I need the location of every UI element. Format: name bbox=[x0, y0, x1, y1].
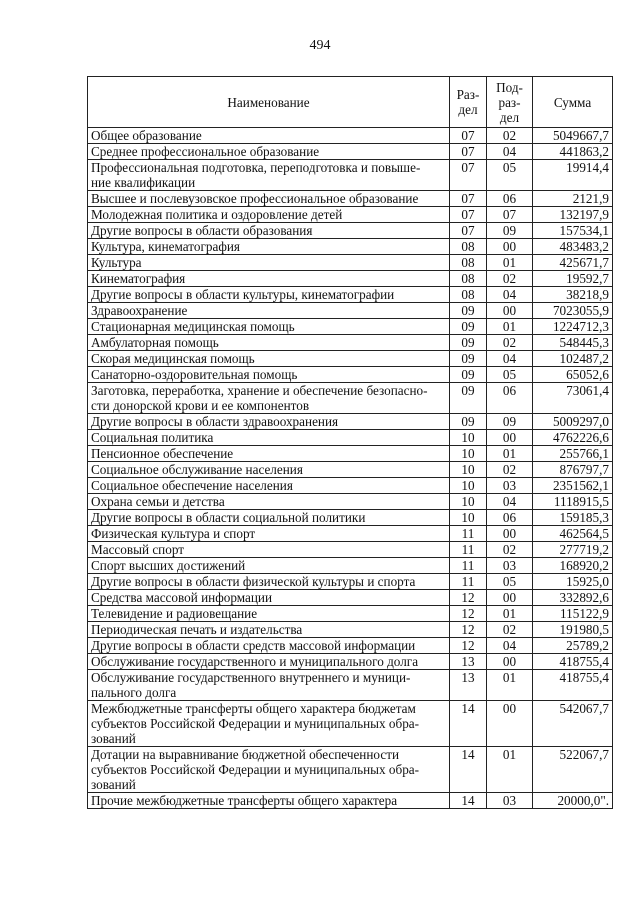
row-subsection: 07 bbox=[487, 207, 533, 223]
row-name: Охрана семьи и детства bbox=[88, 494, 450, 510]
table-row bbox=[88, 462, 613, 478]
table-row bbox=[88, 128, 613, 144]
table-row bbox=[88, 191, 613, 207]
row-name: Другие вопросы в области культуры, кинематографии bbox=[88, 287, 450, 303]
row-subsection: 03 bbox=[487, 558, 533, 574]
budget-table bbox=[87, 76, 613, 809]
row-name: Дотации на выравнивание бюджетной обеспеченности субъектов Российской Федерации и муниципальных обра- зований bbox=[88, 747, 450, 793]
row-amount: 425671,7 bbox=[533, 255, 613, 271]
row-name: Межбюджетные трансферты общего характера бюджетам субъектов Российской Федерации и муниципальных обра- зований bbox=[88, 701, 450, 747]
row-amount: 418755,4 bbox=[533, 654, 613, 670]
row-amount: 332892,6 bbox=[533, 590, 613, 606]
page-number: 494 bbox=[309, 38, 331, 53]
row-amount: 5049667,7 bbox=[533, 128, 613, 144]
row-amount: 102487,2 bbox=[533, 351, 613, 367]
table-row bbox=[88, 383, 613, 414]
table-row bbox=[88, 542, 613, 558]
row-amount: 522067,7 bbox=[533, 747, 613, 793]
row-section: 09 bbox=[450, 367, 487, 383]
row-amount: 38218,9 bbox=[533, 287, 613, 303]
row-section: 09 bbox=[450, 319, 487, 335]
table-row bbox=[88, 574, 613, 590]
row-amount: 7023055,9 bbox=[533, 303, 613, 319]
table-row bbox=[88, 654, 613, 670]
row-name: Обслуживание государственного внутреннего и муници- пального долга bbox=[88, 670, 450, 701]
row-section: 07 bbox=[450, 223, 487, 239]
row-subsection: 01 bbox=[487, 747, 533, 793]
table-row bbox=[88, 606, 613, 622]
row-subsection: 06 bbox=[487, 191, 533, 207]
header-subsection: Под- раз- дел bbox=[487, 77, 533, 128]
row-section: 09 bbox=[450, 414, 487, 430]
row-subsection: 02 bbox=[487, 542, 533, 558]
row-subsection: 00 bbox=[487, 526, 533, 542]
row-section: 10 bbox=[450, 478, 487, 494]
row-name: Социальная политика bbox=[88, 430, 450, 446]
row-name: Стационарная медицинская помощь bbox=[88, 319, 450, 335]
table-row bbox=[88, 303, 613, 319]
row-section: 09 bbox=[450, 303, 487, 319]
row-subsection: 00 bbox=[487, 430, 533, 446]
row-name: Скорая медицинская помощь bbox=[88, 351, 450, 367]
table-header-row bbox=[88, 77, 613, 128]
table-row bbox=[88, 239, 613, 255]
row-name: Спорт высших достижений bbox=[88, 558, 450, 574]
row-subsection: 04 bbox=[487, 351, 533, 367]
row-subsection: 06 bbox=[487, 383, 533, 414]
row-section: 12 bbox=[450, 638, 487, 654]
row-name: Периодическая печать и издательства bbox=[88, 622, 450, 638]
row-amount: 65052,6 bbox=[533, 367, 613, 383]
row-section: 11 bbox=[450, 574, 487, 590]
row-subsection: 00 bbox=[487, 303, 533, 319]
row-amount: 159185,3 bbox=[533, 510, 613, 526]
header-name: Наименование bbox=[88, 77, 450, 128]
row-amount: 2121,9 bbox=[533, 191, 613, 207]
table-row bbox=[88, 590, 613, 606]
header-amount: Сумма bbox=[533, 77, 613, 128]
row-name: Высшее и послевузовское профессиональное образование bbox=[88, 191, 450, 207]
row-subsection: 04 bbox=[487, 494, 533, 510]
row-subsection: 01 bbox=[487, 446, 533, 462]
row-subsection: 03 bbox=[487, 793, 533, 809]
row-amount: 19914,4 bbox=[533, 160, 613, 191]
table-row bbox=[88, 622, 613, 638]
row-section: 07 bbox=[450, 160, 487, 191]
row-section: 08 bbox=[450, 255, 487, 271]
row-name: Общее образование bbox=[88, 128, 450, 144]
row-subsection: 04 bbox=[487, 638, 533, 654]
row-name: Заготовка, переработка, хранение и обеспечение безопасно- сти донорской крови и ее компонентов bbox=[88, 383, 450, 414]
row-amount: 1224712,3 bbox=[533, 319, 613, 335]
row-section: 09 bbox=[450, 351, 487, 367]
table-row bbox=[88, 747, 613, 793]
row-amount: 542067,7 bbox=[533, 701, 613, 747]
table-row bbox=[88, 494, 613, 510]
table-row bbox=[88, 701, 613, 747]
table-body bbox=[88, 128, 613, 809]
row-amount: 25789,2 bbox=[533, 638, 613, 654]
row-name: Кинематография bbox=[88, 271, 450, 287]
row-name: Здравоохранение bbox=[88, 303, 450, 319]
table-row bbox=[88, 287, 613, 303]
row-name: Другие вопросы в области средств массовой информации bbox=[88, 638, 450, 654]
row-section: 10 bbox=[450, 430, 487, 446]
row-subsection: 01 bbox=[487, 319, 533, 335]
row-subsection: 02 bbox=[487, 462, 533, 478]
table-row bbox=[88, 271, 613, 287]
table-row bbox=[88, 207, 613, 223]
row-subsection: 03 bbox=[487, 478, 533, 494]
row-amount: 191980,5 bbox=[533, 622, 613, 638]
row-name: Санаторно-оздоровительная помощь bbox=[88, 367, 450, 383]
table-row bbox=[88, 351, 613, 367]
row-name: Другие вопросы в области образования bbox=[88, 223, 450, 239]
row-name: Физическая культура и спорт bbox=[88, 526, 450, 542]
row-amount: 168920,2 bbox=[533, 558, 613, 574]
row-section: 14 bbox=[450, 793, 487, 809]
row-subsection: 02 bbox=[487, 622, 533, 638]
row-subsection: 01 bbox=[487, 255, 533, 271]
row-name: Пенсионное обеспечение bbox=[88, 446, 450, 462]
row-amount: 277719,2 bbox=[533, 542, 613, 558]
row-name: Другие вопросы в области физической культуры и спорта bbox=[88, 574, 450, 590]
row-amount: 19592,7 bbox=[533, 271, 613, 287]
row-name: Средства массовой информации bbox=[88, 590, 450, 606]
row-name: Массовый спорт bbox=[88, 542, 450, 558]
row-name: Культура, кинематография bbox=[88, 239, 450, 255]
table-row bbox=[88, 319, 613, 335]
row-amount: 418755,4 bbox=[533, 670, 613, 701]
row-name: Другие вопросы в области здравоохранения bbox=[88, 414, 450, 430]
table-row bbox=[88, 510, 613, 526]
row-name: Обслуживание государственного и муниципального долга bbox=[88, 654, 450, 670]
row-section: 10 bbox=[450, 510, 487, 526]
row-section: 13 bbox=[450, 670, 487, 701]
row-subsection: 02 bbox=[487, 335, 533, 351]
row-section: 12 bbox=[450, 590, 487, 606]
header-section: Раз- дел bbox=[450, 77, 487, 128]
row-section: 13 bbox=[450, 654, 487, 670]
row-amount: 157534,1 bbox=[533, 223, 613, 239]
row-amount: 20000,0". bbox=[533, 793, 613, 809]
row-subsection: 00 bbox=[487, 701, 533, 747]
table-row bbox=[88, 255, 613, 271]
row-amount: 255766,1 bbox=[533, 446, 613, 462]
table-row bbox=[88, 144, 613, 160]
row-subsection: 05 bbox=[487, 574, 533, 590]
row-name: Социальное обслуживание населения bbox=[88, 462, 450, 478]
row-subsection: 02 bbox=[487, 128, 533, 144]
row-amount: 5009297,0 bbox=[533, 414, 613, 430]
row-subsection: 01 bbox=[487, 670, 533, 701]
table-row bbox=[88, 478, 613, 494]
row-amount: 548445,3 bbox=[533, 335, 613, 351]
table-row bbox=[88, 558, 613, 574]
row-amount: 15925,0 bbox=[533, 574, 613, 590]
row-section: 11 bbox=[450, 542, 487, 558]
table-row bbox=[88, 430, 613, 446]
row-subsection: 00 bbox=[487, 654, 533, 670]
table-row bbox=[88, 638, 613, 654]
row-section: 12 bbox=[450, 606, 487, 622]
table-row bbox=[88, 793, 613, 809]
row-amount: 483483,2 bbox=[533, 239, 613, 255]
row-amount: 2351562,1 bbox=[533, 478, 613, 494]
row-name: Культура bbox=[88, 255, 450, 271]
row-name: Амбулаторная помощь bbox=[88, 335, 450, 351]
row-section: 08 bbox=[450, 287, 487, 303]
row-section: 10 bbox=[450, 462, 487, 478]
row-name: Молодежная политика и оздоровление детей bbox=[88, 207, 450, 223]
row-section: 07 bbox=[450, 191, 487, 207]
table-row bbox=[88, 367, 613, 383]
row-section: 14 bbox=[450, 747, 487, 793]
row-section: 08 bbox=[450, 271, 487, 287]
row-subsection: 09 bbox=[487, 414, 533, 430]
row-name: Профессиональная подготовка, переподготовка и повыше- ние квалификации bbox=[88, 160, 450, 191]
row-amount: 4762226,6 bbox=[533, 430, 613, 446]
row-name: Социальное обеспечение населения bbox=[88, 478, 450, 494]
row-amount: 73061,4 bbox=[533, 383, 613, 414]
row-subsection: 02 bbox=[487, 271, 533, 287]
row-section: 14 bbox=[450, 701, 487, 747]
table-row bbox=[88, 223, 613, 239]
table-row bbox=[88, 414, 613, 430]
row-subsection: 05 bbox=[487, 367, 533, 383]
row-section: 10 bbox=[450, 446, 487, 462]
table-row bbox=[88, 335, 613, 351]
row-amount: 132197,9 bbox=[533, 207, 613, 223]
row-subsection: 04 bbox=[487, 144, 533, 160]
row-amount: 876797,7 bbox=[533, 462, 613, 478]
row-section: 11 bbox=[450, 558, 487, 574]
row-section: 09 bbox=[450, 383, 487, 414]
row-amount: 462564,5 bbox=[533, 526, 613, 542]
row-amount: 115122,9 bbox=[533, 606, 613, 622]
table-row bbox=[88, 670, 613, 701]
table-row bbox=[88, 526, 613, 542]
row-section: 07 bbox=[450, 144, 487, 160]
row-subsection: 01 bbox=[487, 606, 533, 622]
row-section: 11 bbox=[450, 526, 487, 542]
row-section: 09 bbox=[450, 335, 487, 351]
table-row bbox=[88, 446, 613, 462]
row-name: Прочие межбюджетные трансферты общего характера bbox=[88, 793, 450, 809]
row-subsection: 06 bbox=[487, 510, 533, 526]
row-amount: 441863,2 bbox=[533, 144, 613, 160]
row-subsection: 04 bbox=[487, 287, 533, 303]
row-name: Другие вопросы в области социальной политики bbox=[88, 510, 450, 526]
row-subsection: 00 bbox=[487, 239, 533, 255]
row-name: Среднее профессиональное образование bbox=[88, 144, 450, 160]
row-section: 08 bbox=[450, 239, 487, 255]
row-section: 07 bbox=[450, 207, 487, 223]
row-subsection: 05 bbox=[487, 160, 533, 191]
row-section: 07 bbox=[450, 128, 487, 144]
row-subsection: 09 bbox=[487, 223, 533, 239]
row-section: 12 bbox=[450, 622, 487, 638]
row-subsection: 00 bbox=[487, 590, 533, 606]
table-row bbox=[88, 160, 613, 191]
row-amount: 1118915,5 bbox=[533, 494, 613, 510]
row-name: Телевидение и радиовещание bbox=[88, 606, 450, 622]
row-section: 10 bbox=[450, 494, 487, 510]
